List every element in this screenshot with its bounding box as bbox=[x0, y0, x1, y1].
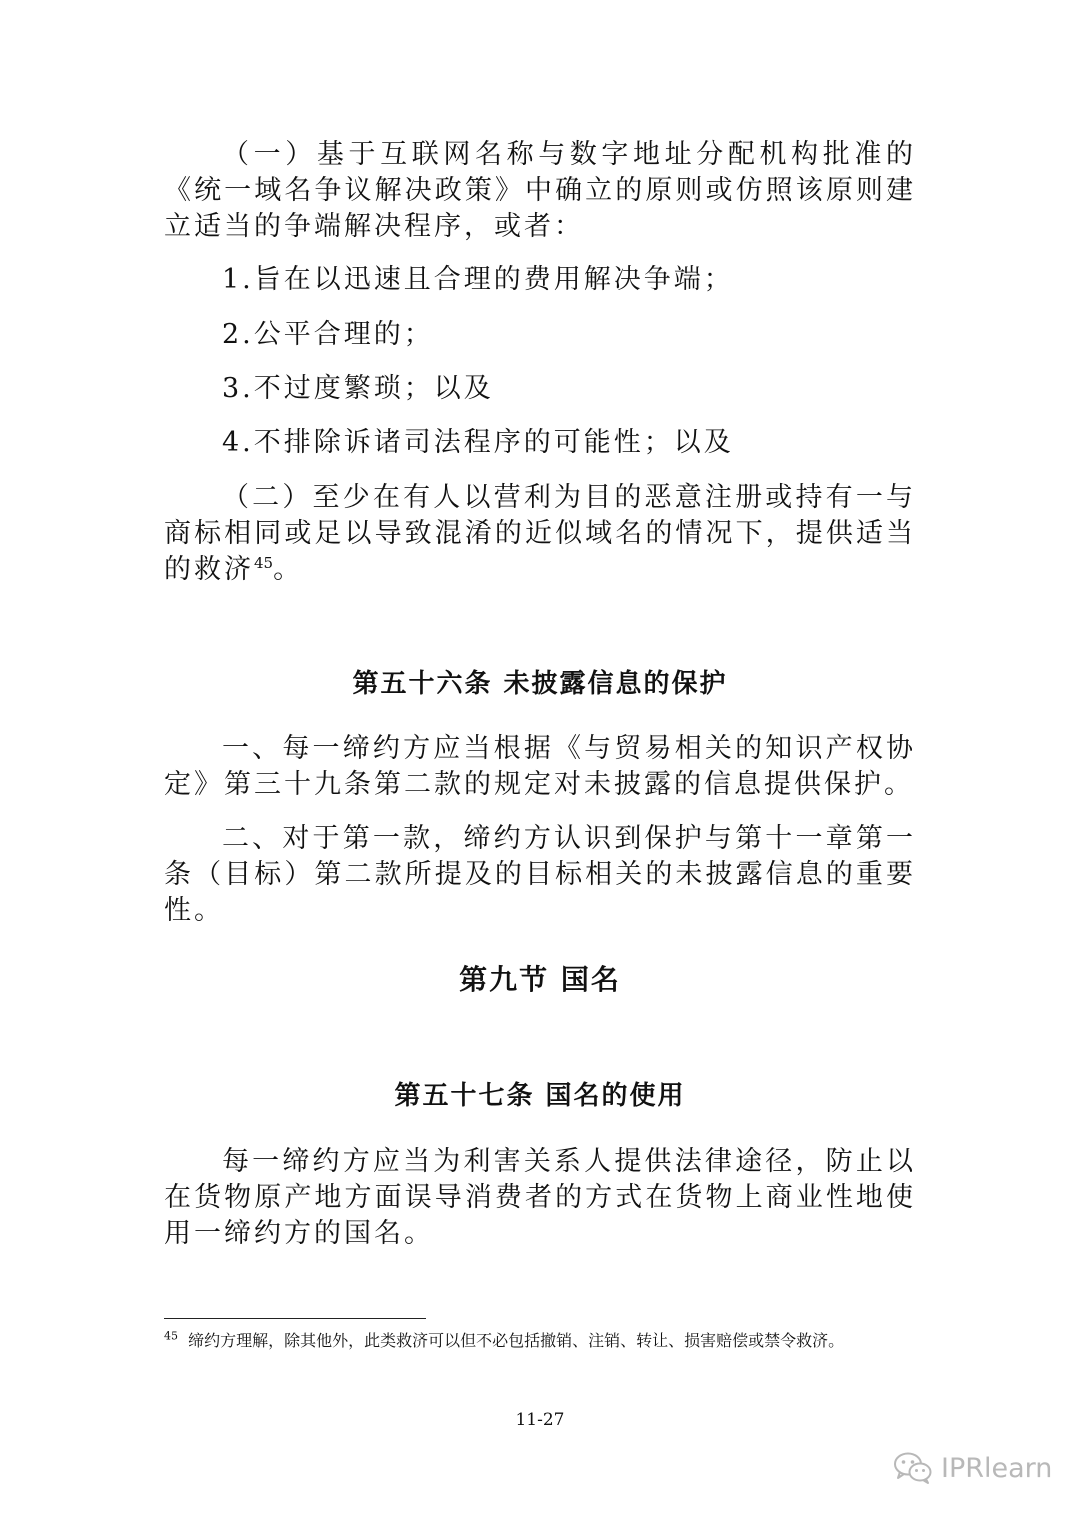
article-57-title: 第五十七条 国名的使用 bbox=[394, 1081, 686, 1111]
clause-2-end: 。 bbox=[273, 554, 304, 585]
footnote-ref-45[interactable]: 45 bbox=[254, 554, 274, 572]
article-56-para-2: 二、对于第一款，缔约方认识到保护与第十一章第一条（目标）第二款所提及的目标相关的未披露信息的重要性。 bbox=[164, 823, 916, 926]
article-56-title: 第五十六条 未披露信息的保护 bbox=[352, 669, 728, 699]
section-9-title: 第九节 国名 bbox=[459, 963, 621, 996]
footnote-text: 缔约方理解，除其他外，此类救济可以但不必包括撤销、注销、转让、损害赔偿或禁令救济。 bbox=[188, 1331, 845, 1350]
page-number: 11-27 bbox=[515, 1410, 565, 1430]
clause-2-paragraph bbox=[164, 480, 916, 588]
clause-1-paragraph: （一）基于互联网名称与数字地址分配机构批准的《统一域名争议解决政策》中确立的原则或仿照该原则建立适当的争端解决程序，或者： bbox=[164, 139, 916, 242]
article-57-para-1: 每一缔约方应当为利害关系人提供法律途径，防止以在货物原产地方面误导消费者的方式在货物上商业性地使用一缔约方的国名。 bbox=[164, 1146, 916, 1249]
list-item-4: 4.不排除诉诸司法程序的可能性；以及 bbox=[222, 427, 734, 458]
list-item-3: 3.不过度繁琐；以及 bbox=[222, 373, 494, 404]
footnote-number: 45 bbox=[164, 1329, 178, 1343]
list-item-2: 2.公平合理的； bbox=[222, 319, 434, 350]
list-item-1: 1.旨在以迅速且合理的费用解决争端； bbox=[222, 264, 734, 295]
watermark bbox=[893, 1448, 1052, 1488]
footnote-divider bbox=[164, 1318, 426, 1319]
article-56-para-1: 一、每一缔约方应当根据《与贸易相关的知识产权协定》第三十九条第二款的规定对未披露的信息提供保护。 bbox=[164, 733, 916, 800]
wechat-icon bbox=[893, 1451, 933, 1485]
watermark-text: IPRlearn bbox=[941, 1452, 1053, 1484]
footnote-45 bbox=[164, 1328, 916, 1354]
clause-2-text: （二）至少在有人以营利为目的恶意注册或持有一与商标相同或足以导致混淆的近似域名的情况下，提供适当的救济 bbox=[164, 482, 916, 585]
